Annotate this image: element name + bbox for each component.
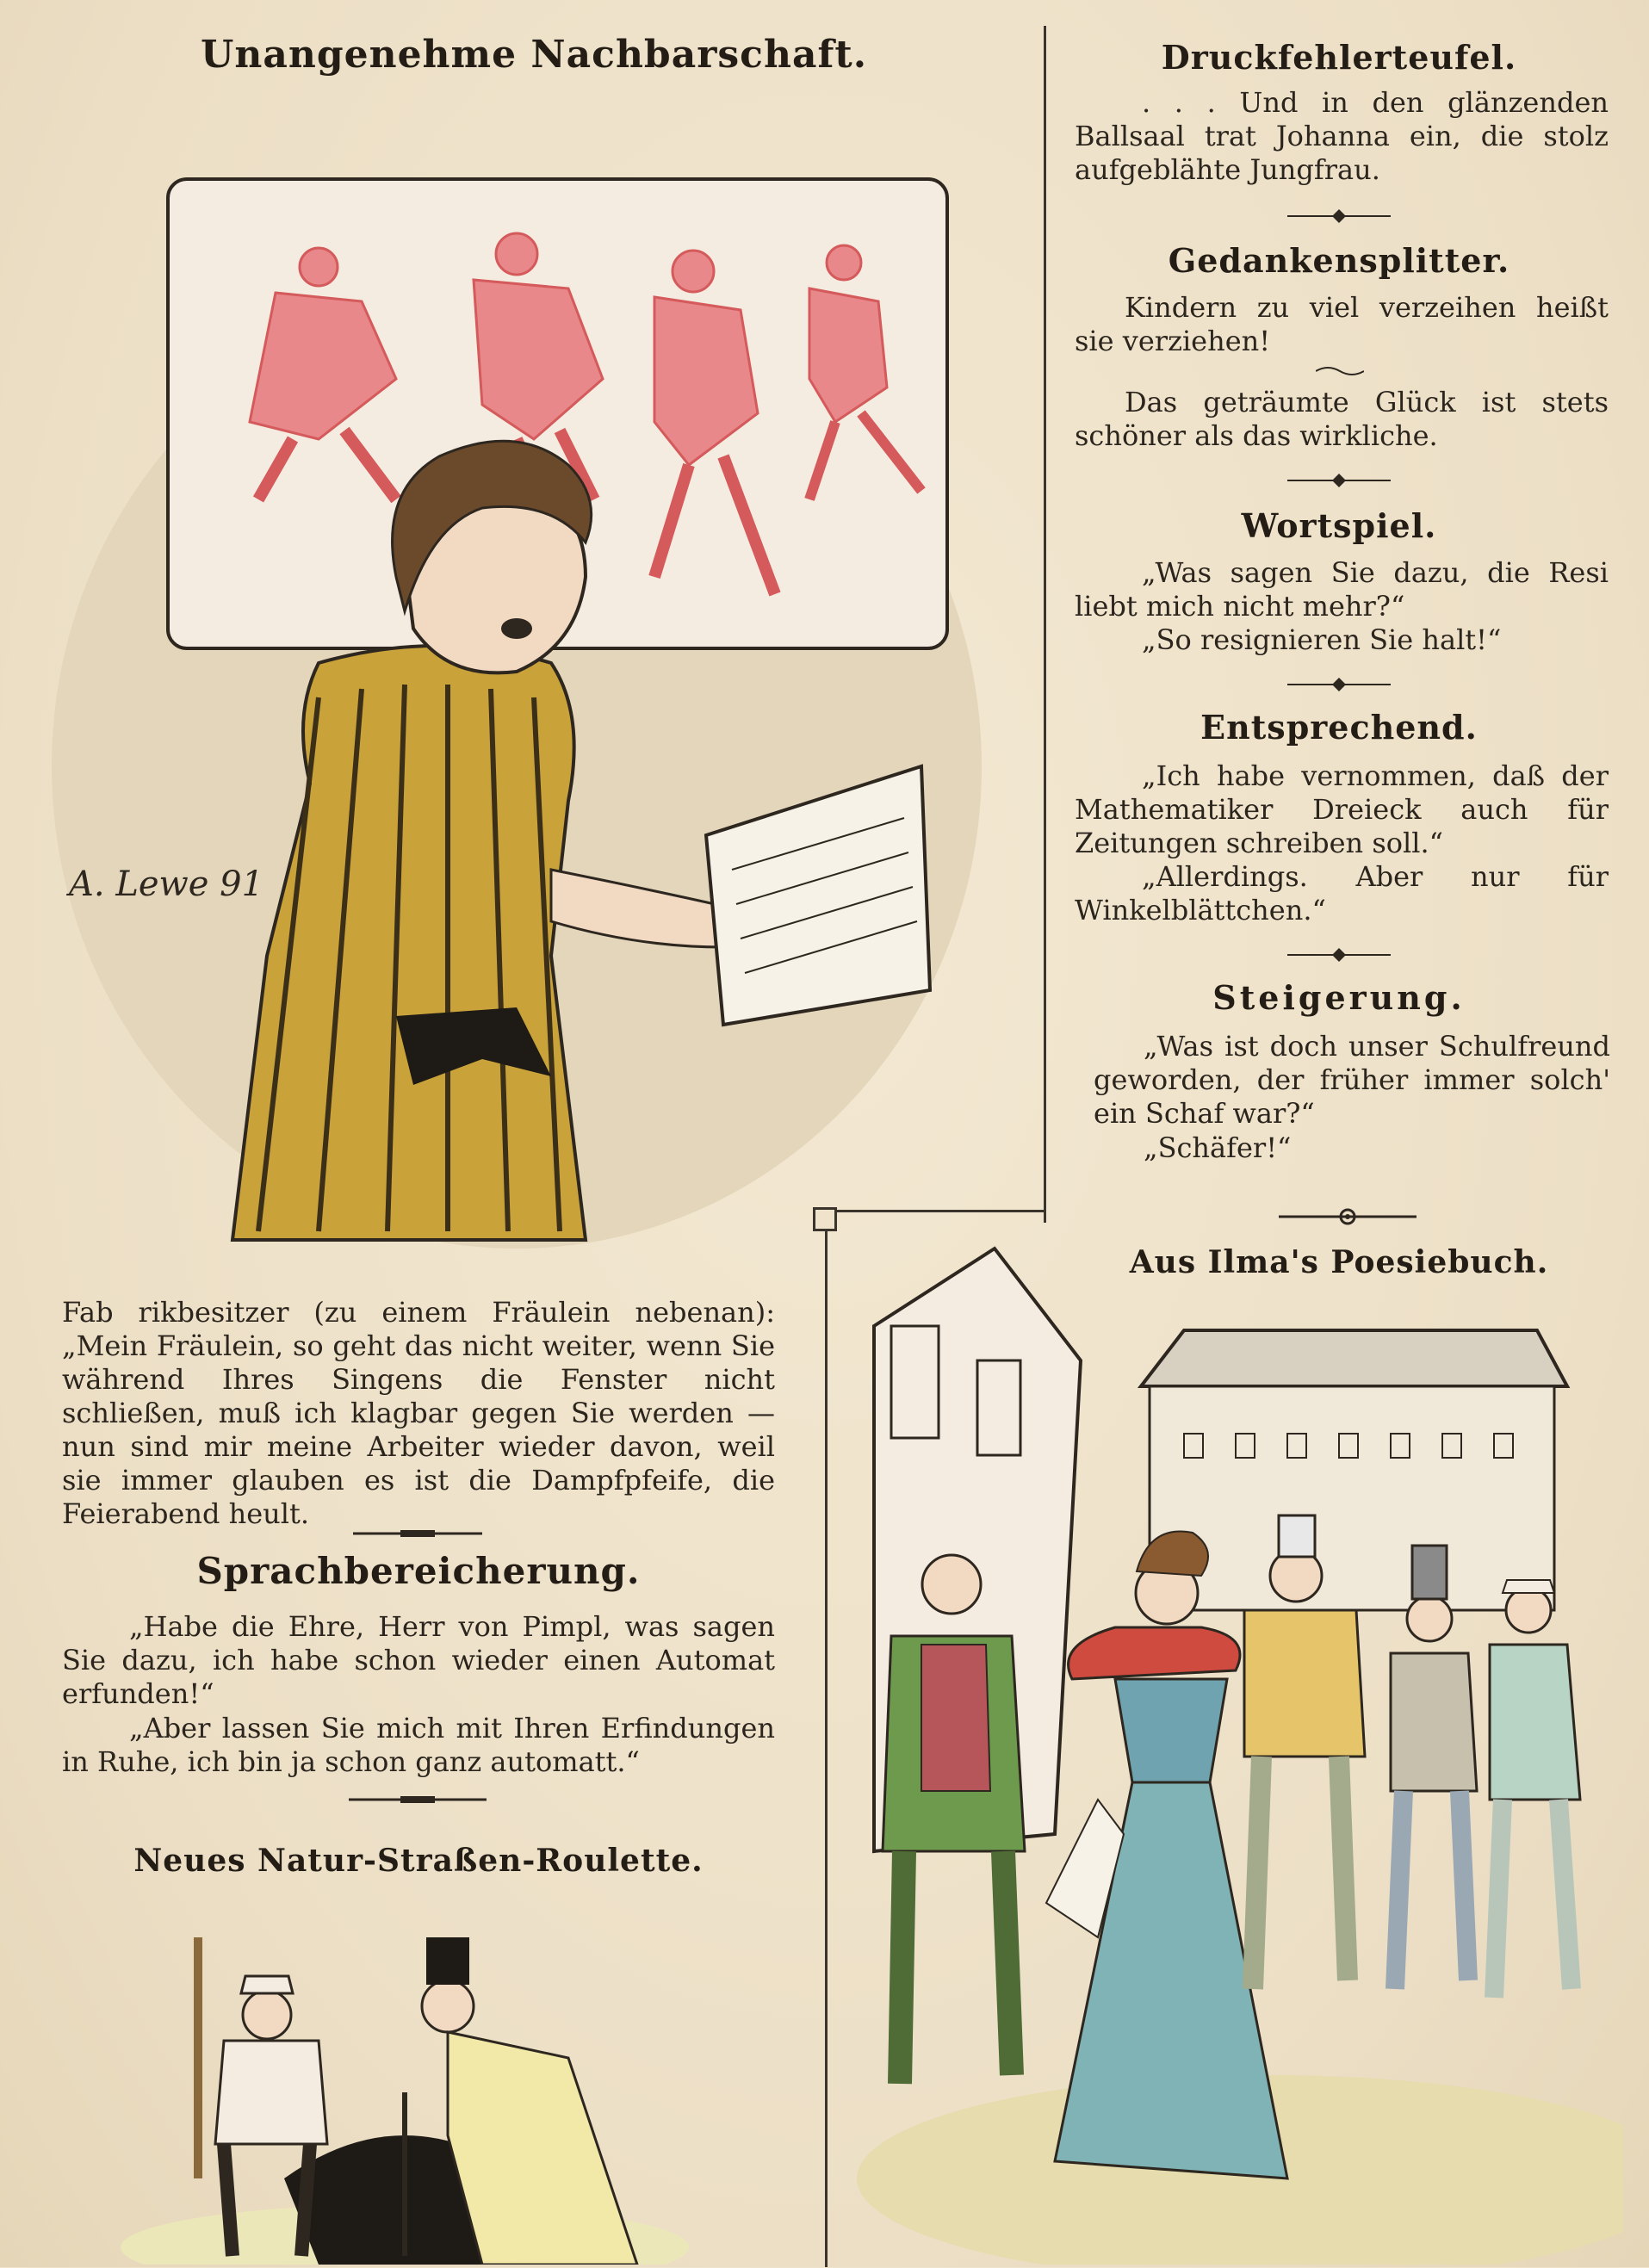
title-sprachbereicherung: Sprachbereicherung. xyxy=(196,1550,641,1592)
text-gedankensplitter-1: Kindern zu viel verzeihen heißt sie verziehen! xyxy=(1075,291,1609,357)
title-gedankensplitter: Gedankensplitter. xyxy=(1168,241,1510,280)
text-entsprechend-2: „Allerdings. Aber nur für Winkelblättchen.“ xyxy=(1075,860,1609,926)
ornament-divider xyxy=(1287,944,1391,966)
illustration-poesiebuch xyxy=(840,1231,1623,2265)
ornament-divider xyxy=(1316,360,1364,382)
text-druckfehlerteufel: . . . Und in den glänzenden Ballsaal trat Johanna ein, die stolz aufgeblähte Jungfrau. xyxy=(1075,86,1609,186)
title-wortspiel: Wortspiel. xyxy=(1241,506,1437,545)
artist-signature: A. Lewe 91 xyxy=(69,864,264,904)
ornament-divider xyxy=(1287,673,1391,696)
title-roulette: Neues Natur-Straßen-Roulette. xyxy=(133,1843,704,1879)
title-steigerung: Steigerung. xyxy=(1212,978,1466,1017)
text-wortspiel-1: „Was sagen Sie dazu, die Resi liebt mich nicht mehr?“ xyxy=(1075,556,1609,623)
title-unangenehme: Unangenehme Nachbarschaft. xyxy=(200,33,868,77)
title-entsprechend: Entsprechend. xyxy=(1200,708,1478,747)
title-druckfehlerteufel: Druckfehlerteufel. xyxy=(1161,38,1517,77)
ornament-divider xyxy=(1287,205,1391,227)
caption-fabrikbesitzer: Fab rikbesitzer (zu einem Fräulein nebenan): „Mein Fräulein, so geht das nicht weiter, wenn Sie während Ihres Singens die Fenster nicht schließen, muß ich klagbar gegen Sie werden — nun sind mir meine Arbeiter wieder davon, weil sie immer glauben es ist die Dampfpfeife, die Feierabend heult. xyxy=(62,1296,775,1530)
ornament-divider xyxy=(1279,1205,1417,1228)
text-sprachbereicherung-2: „Aber lassen Sie mich mit Ihren Erfindungen in Ruhe, ich bin ja schon ganz automatt.“ xyxy=(62,1712,775,1778)
text-steigerung-1: „Was ist doch unser Schulfreund geworden, der früher immer solch' ein Schaf war?“ xyxy=(1094,1030,1610,1130)
ornament-divider xyxy=(349,1788,487,1811)
ornament-divider xyxy=(353,1522,482,1545)
title-poesiebuch: Aus Ilma's Poesiebuch. xyxy=(1129,1244,1549,1280)
frame-rule-left xyxy=(825,1210,828,2267)
text-steigerung-2: „Schäfer!“ xyxy=(1144,1131,1292,1164)
text-entsprechend-1: „Ich habe vernommen, daß der Mathematiker Dreieck auch für Zeitungen schreiben soll.“ xyxy=(1075,759,1609,859)
illustration-singer xyxy=(34,95,1025,1274)
column-divider xyxy=(1044,26,1046,1223)
illustration-roulette xyxy=(121,1920,706,2265)
text-wortspiel-2: „So resignieren Sie halt!“ xyxy=(1142,623,1502,656)
text-gedankensplitter-2: Das geträumte Glück ist stets schöner als das wirkliche. xyxy=(1075,386,1609,452)
text-sprachbereicherung-1: „Habe die Ehre, Herr von Pimpl, was sagen Sie dazu, ich habe schon wieder einen Automat erfunden!“ xyxy=(62,1610,775,1710)
ornament-divider xyxy=(1287,469,1391,492)
